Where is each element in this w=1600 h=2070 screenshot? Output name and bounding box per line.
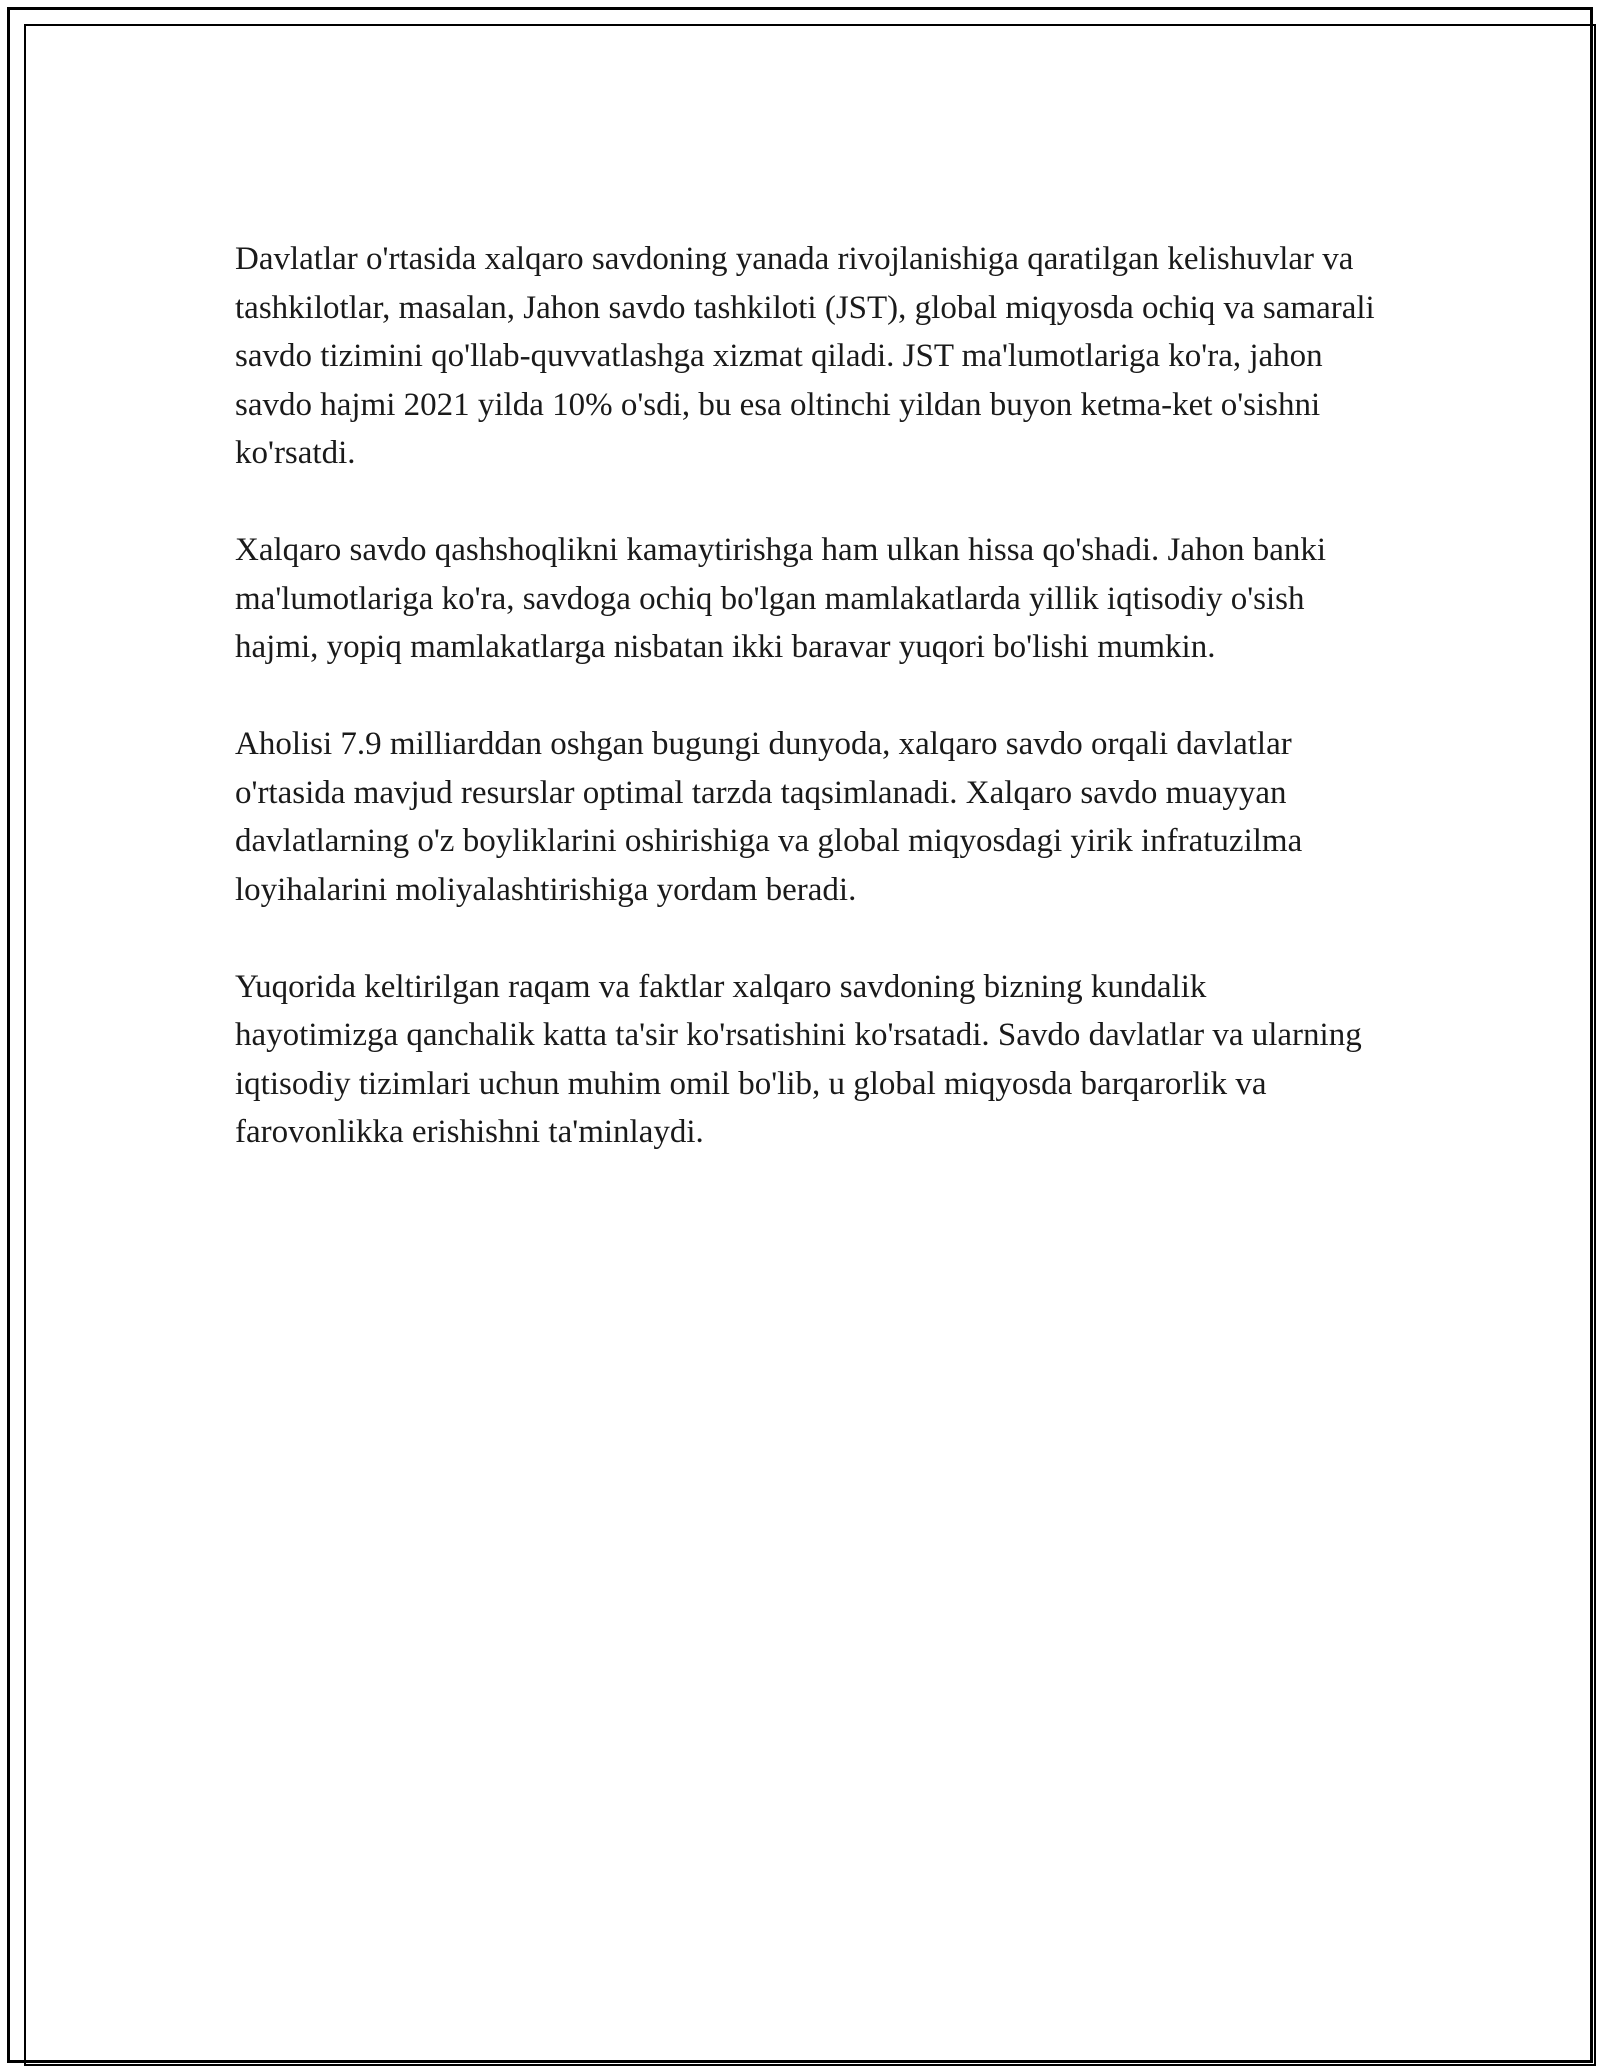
paragraph-3: Aholisi 7.9 milliarddan oshgan bugungi dunyoda, xalqaro savdo orqali davlatlar o'rtasida mavjud resurslar optimal tarzda taqsimlanadi. Xalqaro savdo muayyan davlatlarning o'z boyliklarini oshirishiga va global miqyosdagi yirik infratuzilma loyihalarini moliyalashtirishiga yordam beradi. xyxy=(235,726,1303,908)
paragraph-4: Yuqorida keltirilgan raqam va faktlar xalqaro savdoning bizning kundalik hayotimizga qanchalik katta ta'sir ko'rsatishini ko'rsatadi. Savdo davlatlar va ularning iqtisodiy tizimlari uchun muhim omil bo'lib, u global miqyosda barqarorlik va farovonlikka erishishni ta'minlaydi. xyxy=(235,968,1362,1150)
document-body xyxy=(235,235,1375,1157)
paragraph-2: Xalqaro savdo qashshoqlikni kamaytirishga ham ulkan hissa qo'shadi. Jahon banki ma'lumotlariga ko'ra, savdoga ochiq bo'lgan mamlakatlarda yillik iqtisodiy o'sish hajmi, yopiq mamlakatlarga nisbatan ikki baravar yuqori bo'lishi mumkin. xyxy=(235,532,1327,665)
paragraph-1: Davlatlar o'rtasida xalqaro savdoning yanada rivojlanishiga qaratilgan kelishuvlar va tashkilotlar, masalan, Jahon savdo tashkiloti (JST), global miqyosda ochiq va samarali savdo tizimini qo'llab-quvvatlashga xizmat qiladi. JST ma'lumotlariga ko'ra, jahon savdo hajmi 2021 yilda 10% o'sdi, bu esa oltinchi yildan buyon ketma-ket o'sishni ko'rsatdi. xyxy=(235,241,1375,471)
